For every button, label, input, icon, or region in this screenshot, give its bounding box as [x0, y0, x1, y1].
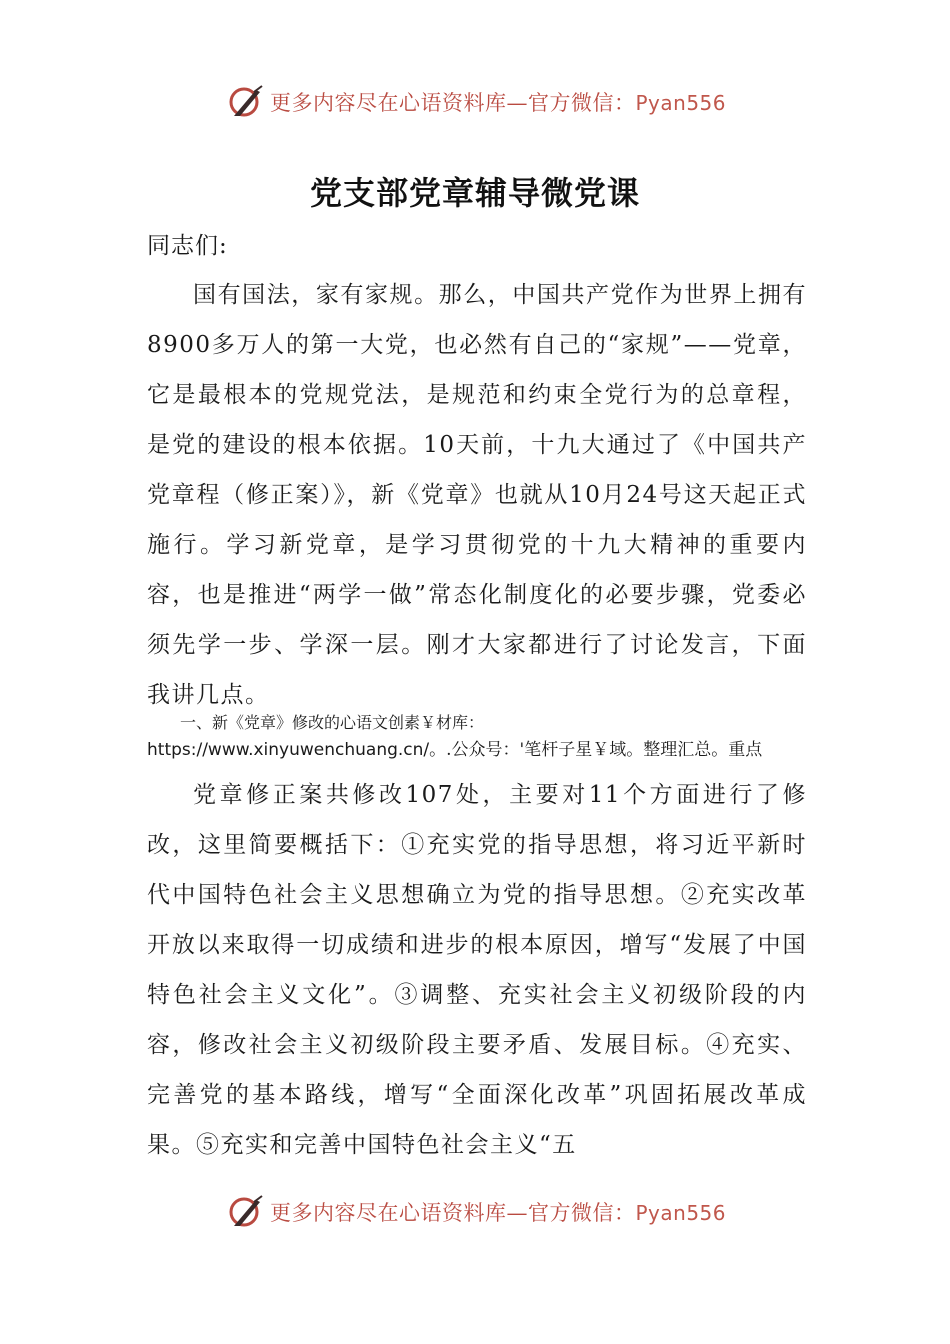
source-line — [147, 738, 762, 762]
source-url[interactable]: https://www.xinyuwenchuang.cn/ — [147, 740, 430, 760]
quill-logo-icon — [226, 1192, 266, 1232]
banner-text: 更多内容尽在心语资料库—官方微信：Pyan556 — [270, 91, 727, 115]
quill-logo-icon — [226, 82, 266, 122]
section-heading: 一、新《党章》修改的心语文创素￥材库： — [180, 713, 485, 732]
document-title: 党支部党章辅导微党课 — [309, 174, 640, 212]
banner-text: 更多内容尽在心语资料库—官方微信：Pyan556 — [270, 1201, 727, 1225]
wechat-id: Pyan556 — [635, 1201, 727, 1225]
header-banner — [226, 80, 726, 124]
source-suffix: 。.公众号：'笔杆子星￥域。整理汇总。重点 — [429, 740, 763, 760]
footer-banner — [226, 1190, 726, 1234]
wechat-id: Pyan556 — [635, 91, 727, 115]
salutation: 同志们: — [147, 233, 228, 259]
body-paragraph-2: 党章修正案共修改107处，主要对11个方面进行了修改，这里简要概括下：①充实党的指导思想，将习近平新时代中国特色社会主义思想确立为党的指导思想。②充实改革开放以来取得一切成绩和进步的根本原因，增写“发展了中国特色社会主义文化”。③调整、充实社会主义初级阶段的内容，修改社会主义初级阶段主要矛盾、发展目标。④充实、完善党的基本路线，增写“全面深化改革”巩固拓展改革成果。⑤充实和完善中国特色社会主义“五 — [147, 782, 807, 1158]
body-paragraph-1: 国有国法，家有家规。那么，中国共产党作为世界上拥有8900多万人的第一大党，也必然有自己的“家规”——党章，它是最根本的党规党法，是规范和约束全党行为的总章程，是党的建设的根本依据。10天前，十九大通过了《中国共产党章程（修正案）》，新《党章》也就从10月24号这天起正式施行。学习新党章，是学习贯彻党的十九大精神的重要内容，也是推进“两学一做”常态化制度化的必要步骤，党委必须先学一步、学深一层。刚才大家都进行了讨论发言，下面我讲几点。 — [147, 282, 807, 708]
